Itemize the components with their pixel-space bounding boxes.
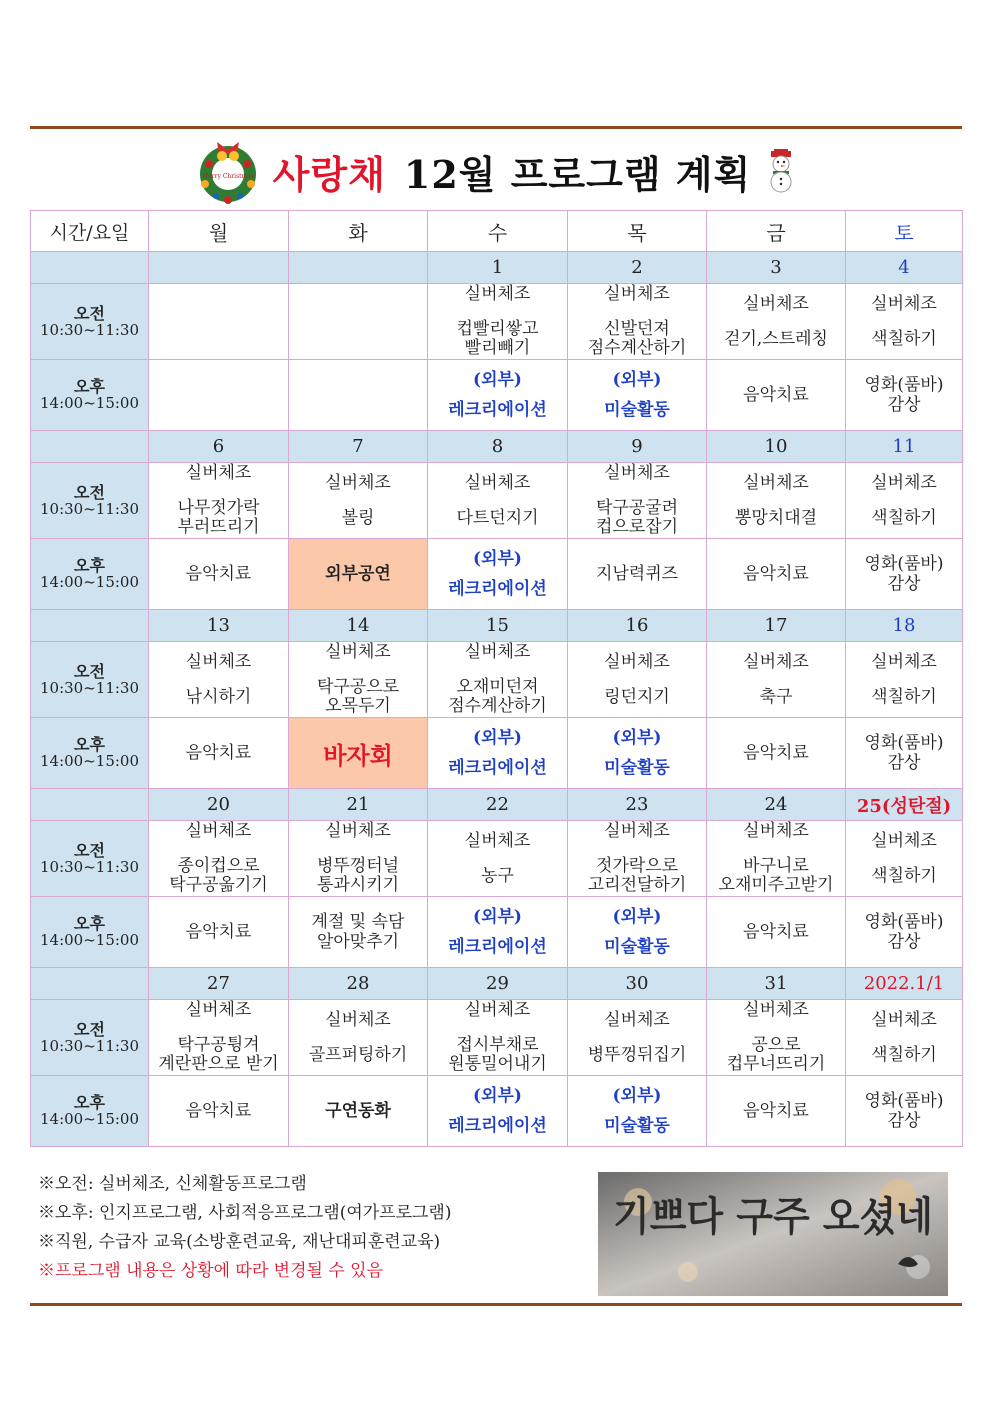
program-activity: 농구 (481, 865, 514, 886)
program-main: 실버체조 (604, 463, 670, 483)
am-program-wed (428, 463, 568, 539)
program-activity: 색칠하기 (871, 1044, 937, 1065)
program-activity: 병뚜껑터널 통과시키기 (316, 856, 400, 895)
program-text: 음악치료 (185, 564, 252, 584)
am-program-sat (846, 284, 963, 360)
program-main: 실버체조 (871, 472, 937, 493)
corner-header: 시간/요일 (31, 211, 149, 252)
pm-program-fri (707, 360, 846, 431)
am-program-thu (568, 463, 707, 539)
title-accent: 사랑채 (272, 151, 386, 197)
pm-label: 오후 (74, 556, 105, 575)
pm-program-sat (846, 897, 963, 968)
program-main: 실버체조 (185, 1000, 252, 1020)
program-activity: 접시부채로 원통밀어내기 (448, 1035, 547, 1074)
program-text: 영화(품바) 감상 (864, 554, 944, 594)
date-cell-sat: 25(성탄절) (846, 789, 963, 821)
external-activity: 미술활동 (604, 400, 670, 420)
external-activity: 레크리에이션 (448, 400, 547, 420)
program-activity: 신발던져 점수계산하기 (587, 319, 687, 358)
date-cell-fri: 31 (707, 968, 846, 1000)
program-text: 음악치료 (743, 743, 809, 763)
am-program-fri (707, 1000, 846, 1076)
pm-program-thu (568, 360, 707, 431)
program-activity: 나무젓가락 부러뜨리기 (177, 498, 260, 537)
program-activity: 색칠하기 (871, 686, 937, 707)
program-text: 음악치료 (185, 1101, 252, 1121)
am-program-tue (289, 284, 428, 360)
am-program-fri (707, 642, 846, 718)
program-activity: 탁구공굴려 컵으로잡기 (595, 498, 679, 537)
program-main: 실버체조 (325, 472, 391, 493)
pm-program-wed (428, 360, 568, 431)
program-main: 실버체조 (871, 293, 937, 314)
pm-program-mon (149, 718, 289, 789)
am-program-thu (568, 821, 707, 897)
program-activity: 링던지기 (604, 686, 670, 707)
am-label: 오전 (74, 840, 105, 860)
date-cell-fri: 17 (707, 610, 846, 642)
am-time-cell (31, 1000, 149, 1076)
program-text: 바자회 (323, 740, 393, 770)
am-row (31, 642, 963, 718)
note-pm: ※오후: 인지프로그램, 사회적응프로그램(여가프로그램) (38, 1203, 452, 1223)
external-tag: (외부) (612, 1086, 662, 1106)
pm-program-fri (707, 897, 846, 968)
pm-program-thu (568, 718, 707, 789)
external-tag: (외부) (612, 370, 662, 390)
program-main: 실버체조 (604, 651, 670, 672)
program-activity: 병뚜껑뒤집기 (587, 1044, 687, 1065)
am-time-cell (31, 284, 149, 360)
date-cell-tue: 7 (289, 431, 428, 463)
external-tag: (외부) (612, 728, 662, 748)
am-range: 10:30~11:30 (39, 320, 140, 339)
am-range: 10:30~11:30 (39, 678, 140, 697)
am-range: 10:30~11:30 (39, 1036, 140, 1055)
pm-program-sat (846, 360, 963, 431)
pm-range: 14:00~15:00 (39, 394, 140, 412)
top-rule (30, 126, 962, 129)
program-activity: 걷기,스트레칭 (724, 328, 828, 349)
am-row (31, 1000, 963, 1076)
am-row (31, 821, 963, 897)
photo-caption: 기쁘다 구주 오셨네 (613, 1194, 933, 1240)
external-tag: (외부) (473, 549, 522, 569)
external-tag: (외부) (612, 907, 662, 927)
snowman-icon (761, 149, 801, 193)
date-row-blank (31, 252, 149, 284)
pm-row (31, 360, 963, 431)
christmas-wreath-icon (191, 134, 265, 208)
am-program-thu (568, 1000, 707, 1076)
am-program-sat (846, 821, 963, 897)
pm-program-mon (149, 539, 289, 610)
program-main: 실버체조 (325, 642, 391, 662)
program-text: 영화(품바) 감상 (864, 733, 944, 773)
pm-program-tue (289, 539, 428, 610)
program-main: 실버체조 (871, 830, 937, 851)
date-cell-mon (149, 252, 289, 284)
program-activity: 뽕망치대결 (734, 507, 818, 528)
program-activity: 젓가락으로 고리전달하기 (587, 856, 687, 895)
program-activity: 색칠하기 (871, 328, 937, 349)
program-main: 실버체조 (464, 830, 531, 851)
program-text: 계절 및 속담 알아맞추기 (311, 912, 405, 952)
date-row-blank (31, 789, 149, 821)
external-activity: 레크리에이션 (448, 937, 547, 957)
day-header-thu: 목 (568, 211, 707, 252)
pm-program-fri (707, 718, 846, 789)
pm-program-wed (428, 718, 568, 789)
pm-row (31, 1076, 963, 1147)
note-education: ※직원, 수급자 교육(소방훈련교육, 재난대피훈련교육) (38, 1232, 441, 1252)
external-activity: 레크리에이션 (448, 1116, 547, 1136)
date-cell-wed: 15 (428, 610, 568, 642)
program-main: 실버체조 (604, 821, 670, 841)
day-header-sat: 토 (846, 211, 963, 252)
program-main: 실버체조 (604, 284, 670, 304)
am-program-wed (428, 284, 568, 360)
day-header-wed: 수 (428, 211, 568, 252)
pm-program-wed (428, 897, 568, 968)
pm-program-sat (846, 718, 963, 789)
pm-row (31, 897, 963, 968)
pm-program-thu (568, 897, 707, 968)
program-text: 음악치료 (743, 385, 809, 405)
external-tag: (외부) (473, 728, 522, 748)
am-program-mon (149, 642, 289, 718)
pm-program-sat (846, 1076, 963, 1147)
pm-program-tue (289, 897, 428, 968)
external-tag: (외부) (473, 907, 522, 927)
am-program-thu (568, 642, 707, 718)
date-cell-thu: 16 (568, 610, 707, 642)
am-program-sat (846, 642, 963, 718)
external-activity: 미술활동 (604, 758, 670, 778)
date-cell-tue (289, 252, 428, 284)
am-time-cell (31, 463, 149, 539)
program-main: 실버체조 (464, 642, 531, 662)
am-row (31, 284, 963, 360)
program-activity: 색칠하기 (871, 865, 937, 886)
day-header-mon: 월 (149, 211, 289, 252)
am-program-tue (289, 1000, 428, 1076)
external-tag: (외부) (473, 370, 522, 390)
program-activity: 탁구공으로 오목두기 (316, 677, 400, 716)
program-main: 실버체조 (325, 821, 391, 841)
am-program-mon (149, 284, 289, 360)
date-cell-tue: 21 (289, 789, 428, 821)
program-main: 실버체조 (743, 1000, 809, 1020)
pm-row (31, 539, 963, 610)
am-program-fri (707, 821, 846, 897)
date-cell-fri: 10 (707, 431, 846, 463)
program-main: 실버체조 (185, 821, 252, 841)
schedule-body (31, 252, 963, 1147)
program-main: 실버체조 (743, 472, 809, 493)
pm-program-fri (707, 1076, 846, 1147)
am-program-wed (428, 642, 568, 718)
am-program-mon (149, 1000, 289, 1076)
am-program-mon (149, 821, 289, 897)
notes (38, 1170, 598, 1286)
am-program-fri (707, 284, 846, 360)
program-activity: 골프퍼팅하기 (308, 1044, 408, 1065)
date-cell-sat: 11 (846, 431, 963, 463)
program-activity: 오재미던져 점수계산하기 (448, 677, 547, 716)
date-cell-thu: 23 (568, 789, 707, 821)
program-activity: 다트던지기 (456, 507, 539, 528)
program-main: 실버체조 (743, 651, 809, 672)
header-row (31, 211, 963, 252)
pm-label: 오후 (74, 914, 105, 933)
am-program-sat (846, 1000, 963, 1076)
pm-program-tue (289, 360, 428, 431)
am-program-sat (846, 463, 963, 539)
pm-program-wed (428, 539, 568, 610)
pm-program-tue (289, 718, 428, 789)
pm-program-thu (568, 539, 707, 610)
date-row-blank (31, 431, 149, 463)
program-text: 음악치료 (743, 922, 809, 942)
pm-program-thu (568, 1076, 707, 1147)
date-cell-fri: 3 (707, 252, 846, 284)
am-program-thu (568, 284, 707, 360)
program-text: 외부공연 (325, 564, 391, 584)
program-activity: 낚시하기 (185, 686, 252, 707)
external-activity: 미술활동 (604, 937, 670, 957)
program-main: 실버체조 (464, 284, 531, 304)
date-row (31, 968, 963, 1000)
pm-program-mon (149, 1076, 289, 1147)
program-activity: 컵빨리쌓고 빨리빼기 (456, 319, 539, 358)
program-activity: 볼링 (341, 507, 375, 528)
date-cell-thu: 9 (568, 431, 707, 463)
date-cell-mon: 27 (149, 968, 289, 1000)
program-text: 음악치료 (743, 1101, 809, 1121)
pm-time-cell (31, 1076, 149, 1147)
date-cell-wed: 29 (428, 968, 568, 1000)
program-text: 음악치료 (185, 922, 252, 942)
am-label: 오전 (74, 303, 105, 323)
title-main: 12월 프로그램 계획 (403, 151, 752, 197)
date-cell-wed: 8 (428, 431, 568, 463)
am-program-tue (289, 821, 428, 897)
date-row (31, 610, 963, 642)
program-text: 음악치료 (185, 743, 252, 763)
date-row (31, 431, 963, 463)
am-program-wed (428, 821, 568, 897)
pm-range: 14:00~15:00 (39, 573, 140, 591)
program-text: 지남력퀴즈 (595, 564, 679, 584)
external-activity: 레크리에이션 (448, 758, 547, 778)
pm-label: 오후 (74, 377, 105, 396)
am-row (31, 463, 963, 539)
pm-program-sat (846, 539, 963, 610)
day-header-fri: 금 (707, 211, 846, 252)
pm-program-mon (149, 897, 289, 968)
program-text: 영화(품바) 감상 (864, 375, 944, 415)
date-cell-tue: 28 (289, 968, 428, 1000)
program-main: 실버체조 (464, 1000, 531, 1020)
day-header-tue: 화 (289, 211, 428, 252)
pm-time-cell (31, 360, 149, 431)
note-warning: ※프로그램 내용은 상황에 따라 변경될 수 있음 (38, 1261, 384, 1281)
program-activity: 축구 (759, 686, 793, 707)
program-main: 실버체조 (464, 472, 531, 493)
date-cell-mon: 13 (149, 610, 289, 642)
am-program-wed (428, 1000, 568, 1076)
christmas-photo (598, 1172, 948, 1296)
date-cell-wed: 22 (428, 789, 568, 821)
am-time-cell (31, 642, 149, 718)
date-cell-fri: 24 (707, 789, 846, 821)
pm-program-fri (707, 539, 846, 610)
program-activity: 색칠하기 (871, 507, 937, 528)
date-cell-sat: 18 (846, 610, 963, 642)
program-activity: 바구니로 오재미주고받기 (718, 856, 834, 895)
am-program-fri (707, 463, 846, 539)
date-cell-sat: 4 (846, 252, 963, 284)
pm-label: 오후 (74, 735, 105, 754)
external-tag: (외부) (473, 1086, 522, 1106)
am-label: 오전 (74, 661, 105, 681)
pm-row (31, 718, 963, 789)
date-cell-sat: 2022.1/1 (846, 968, 963, 1000)
pm-range: 14:00~15:00 (39, 931, 140, 949)
schedule-table (30, 210, 963, 1147)
pm-program-mon (149, 360, 289, 431)
program-main: 실버체조 (325, 1009, 391, 1030)
pm-time-cell (31, 539, 149, 610)
am-program-tue (289, 642, 428, 718)
pm-range: 14:00~15:00 (39, 1110, 140, 1128)
program-main: 실버체조 (871, 651, 937, 672)
external-activity: 미술활동 (604, 1116, 670, 1136)
am-time-cell (31, 821, 149, 897)
program-main: 실버체조 (871, 1009, 937, 1030)
program-text: 음악치료 (743, 564, 809, 584)
am-program-tue (289, 463, 428, 539)
program-text: 영화(품바) 감상 (864, 1091, 944, 1131)
program-text: 영화(품바) 감상 (864, 912, 944, 952)
svg-text:Merry Christmas: Merry Christmas (201, 173, 254, 180)
bottom-rule (30, 1303, 962, 1306)
date-cell-thu: 2 (568, 252, 707, 284)
program-activity: 공으로 컵무너뜨리기 (726, 1035, 826, 1074)
am-program-mon (149, 463, 289, 539)
am-label: 오전 (74, 482, 105, 502)
pm-time-cell (31, 718, 149, 789)
external-activity: 레크리에이션 (448, 579, 547, 599)
am-range: 10:30~11:30 (39, 857, 140, 876)
program-main: 실버체조 (185, 651, 252, 672)
date-cell-thu: 30 (568, 968, 707, 1000)
date-row-blank (31, 610, 149, 642)
program-main: 실버체조 (185, 463, 252, 483)
pm-time-cell (31, 897, 149, 968)
am-range: 10:30~11:30 (39, 499, 140, 518)
program-activity: 탁구공튕겨 계란판으로 받기 (158, 1035, 279, 1074)
pm-range: 14:00~15:00 (39, 752, 140, 770)
date-cell-wed: 1 (428, 252, 568, 284)
date-row (31, 789, 963, 821)
pm-label: 오후 (74, 1093, 105, 1112)
note-am: ※오전: 실버체조, 신체활동프로그램 (38, 1174, 307, 1194)
date-cell-tue: 14 (289, 610, 428, 642)
title-row (30, 134, 962, 208)
program-main: 실버체조 (604, 1009, 670, 1030)
am-label: 오전 (74, 1019, 105, 1039)
program-main: 실버체조 (743, 821, 809, 841)
program-text: 구연동화 (325, 1101, 391, 1121)
date-cell-mon: 6 (149, 431, 289, 463)
pm-program-wed (428, 1076, 568, 1147)
program-activity: 종이컵으로 탁구공옮기기 (169, 856, 268, 895)
date-cell-mon: 20 (149, 789, 289, 821)
date-row-blank (31, 968, 149, 1000)
pm-program-tue (289, 1076, 428, 1147)
program-main: 실버체조 (743, 293, 809, 314)
date-row (31, 252, 963, 284)
